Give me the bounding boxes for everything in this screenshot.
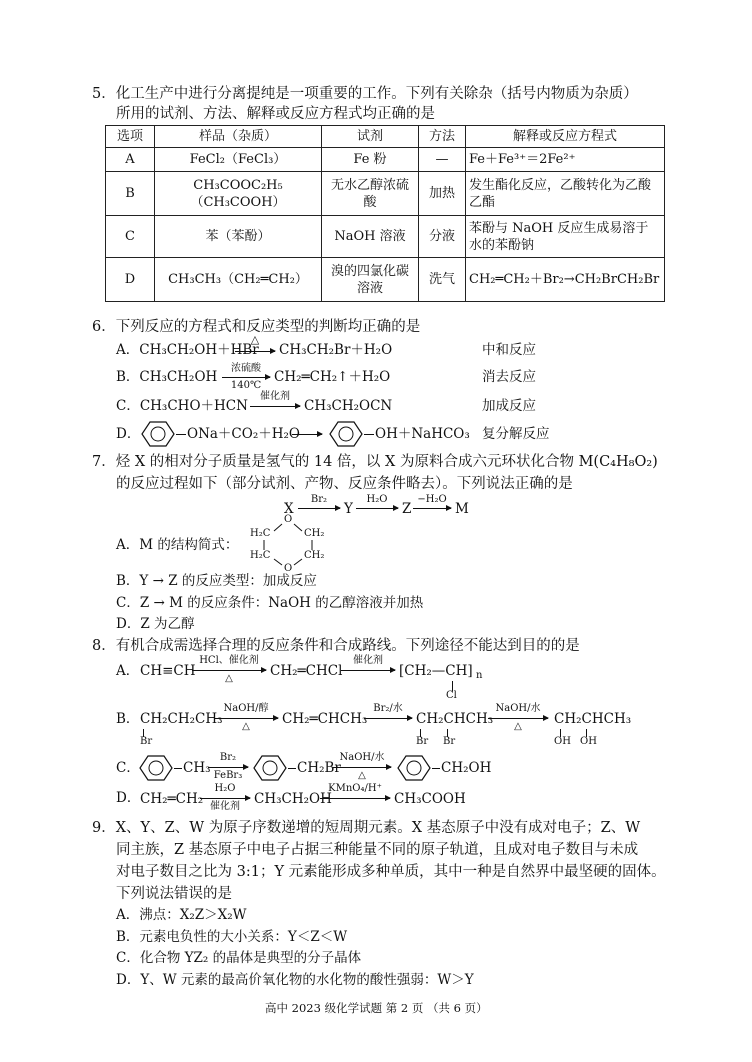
q9-option-a: A．沸点：X₂Z＞X₂W [116,907,247,923]
table-header-row [106,126,665,148]
row-sample: 苯（苯酚） [155,216,322,258]
dioxane-ring-icon [248,514,338,574]
row-option: A [106,148,155,172]
row-reagent: NaOH 溶液 [322,216,419,258]
reaction-arrow [298,508,340,509]
q8-a-s3: [CH₂—CH] [399,663,473,679]
reaction-arrow [200,798,250,799]
q6-c-condition: 催化剂 [260,391,290,402]
bond-line [432,768,440,769]
q8-b-s3: CH₂CHCH₃ [416,711,494,727]
q8-d-cond1-bottom: 催化剂 [210,801,240,812]
q8-b-cond3-bottom: △ [514,721,522,732]
q8-c-r3: CH₂OH [441,760,492,776]
q8-a-s2: CH₂═CHCl [270,663,343,679]
bond-line [174,768,182,769]
table-row [106,258,665,302]
q5-stem-line1: 5．化工生产中进行分离提纯是一项重要的工作。下列有关除杂（括号内物质为杂质） [92,86,638,102]
row-option: D [106,258,155,302]
scheme-y: Y [344,501,353,517]
ring-h2c-top: H₂C [250,528,271,539]
q9-stem-line4: 下列说法错误的是 [116,886,232,902]
q8-a-cond1-bottom: △ [225,673,233,684]
row-reagent: 无水乙醇浓硫酸 [322,172,419,216]
q6-option-d-right: OH＋NaHCO₃ [375,426,470,442]
q6-option-b-type: 消去反应 [482,369,536,385]
benzene-ring-icon [138,421,178,447]
q9-stem-line2: 同主族，Z 基态原子中电子占据三种能量不同的原子轨道，且成对电子数目与未成 [116,842,639,858]
q6-option-d-label: D． [116,426,141,442]
row-method: 加热 [419,172,466,216]
benzene-ring-icon [250,755,290,781]
row-explain: 发生酯化反应，乙酸转化为乙酸乙酯 [466,172,665,216]
reaction-arrow [192,670,266,671]
q8-a-cond1-top: HCl、催化剂 [199,655,259,666]
reaction-arrow [488,718,548,719]
q8-c-cond1-top: Br₂ [219,752,237,763]
q8-d-s3: CH₃COOH [394,791,466,807]
reaction-arrow [235,351,275,352]
q8-c-r1: CH₃ [183,760,211,776]
q8-b-s2: CH₂═CHCH₃ [282,711,368,727]
q9-option-b: B．元素电负性的大小关系：Y＜Z＜W [116,929,348,945]
q8-a-s1: CH≡CH [140,663,196,679]
q8-c-r2: CH₂Br [297,760,341,776]
table-row [106,148,665,172]
ring-oxygen-top: O [284,514,293,525]
q6-option-c-left: C．CH₃CHO＋HCN [116,398,248,414]
q8-a-label: A． [116,663,140,679]
reaction-arrow [208,767,248,768]
q8-b-br1: Br [140,736,153,747]
q7-option-a: A．M 的结构简式： [116,537,239,553]
q6-option-b-left: B．CH₃CH₂OH [116,369,218,385]
header-explain: 解释或反应方程式 [466,126,665,148]
row-reagent: Fe 粉 [322,148,419,172]
scheme-x: X [284,501,294,517]
q8-a-cond2-top: 催化剂 [353,655,383,666]
q6-option-c-right: CH₃CH₂OCN [304,398,393,414]
reaction-arrow [222,377,270,378]
q9-option-c: C．化合物 YZ₂ 的晶体是典型的分子晶体 [116,950,362,966]
header-option: 选项 [106,126,155,148]
q6-option-c-type: 加成反应 [482,398,536,414]
bond-line [364,434,374,435]
ring-oxygen-bottom: O [284,563,293,574]
row-explain: Fe＋Fe³⁺＝2Fe²⁺ [466,148,665,172]
reaction-arrow [364,718,412,719]
q9-stem-line3: 对电子数目之比为 3:1；Y 元素能形成多种单质，其中一种是自然界中最坚硬的固体。 [116,864,666,880]
q8-b-cond1-bottom: △ [242,721,250,732]
q8-b-br3: Br [443,736,456,747]
page-footer: 高中 2023 级化学试题 第 2 页 （共 6 页） [265,1001,488,1015]
q8-c-label: C． [116,760,140,776]
table-row [106,172,665,216]
row-method: 分液 [419,216,466,258]
q8-b-cond1-top: NaOH/醇 [223,703,269,714]
q8-stem: 8．有机合成需选择合理的反应条件和合成路线。下列途径不能达到目的的是 [92,638,580,654]
table-row [106,216,665,258]
q8-d-s2: CH₃CH₂OH [254,791,332,807]
q7-option-d: D．Z 为乙醇 [116,616,195,632]
row-explain: 苯酚与 NaOH 反应生成易溶于水的苯酚钠 [466,216,665,258]
q6-option-a-type: 中和反应 [482,342,536,358]
scheme-cond-1: Br₂ [310,494,328,505]
q8-c-cond1-bottom: FeBr₃ [213,770,243,781]
reaction-arrow [250,406,300,407]
reaction-arrow [356,508,398,509]
header-method: 方法 [419,126,466,148]
q8-b-label: B． [116,711,140,727]
scheme-m: M [455,501,469,517]
header-sample: 样品（杂质） [155,126,322,148]
ring-ch2-top: CH₂ [304,528,325,539]
ring-h2c-bottom: H₂C [250,550,271,561]
bond-line [288,768,296,769]
ring-ch2-bottom: CH₂ [304,550,325,561]
q6-b-condition-top: 浓硫酸 [231,363,261,374]
scheme-z: Z [402,501,412,517]
row-sample: CH₃CH₃（CH₂═CH₂） [155,258,322,302]
reaction-arrow [320,798,390,799]
q8-b-br2: Br [416,736,429,747]
row-method: 洗气 [419,258,466,302]
row-sample: CH₃COOC₂H₅（CH₃COOH） [155,172,322,216]
q9-stem-line1: 9．X、Y、Z、W 为原子序数递增的短周期元素。X 基态原子中没有成对电子；Z、W [92,820,641,836]
q8-c-cond2-bottom: △ [358,770,366,781]
scheme-cond-3: −H₂O [417,494,447,505]
bond-line [176,434,186,435]
q8-b-s4: CH₂CHCH₃ [554,711,632,727]
row-option: B [106,172,155,216]
q8-a-cl: Cl [446,690,457,701]
q6-b-condition-bottom: 140℃ [230,380,262,391]
benzene-ring-icon [394,755,434,781]
benzene-ring-icon [136,755,176,781]
q8-b-cond2-top: Br₂/水 [373,703,403,714]
q9-option-d: D．Y、W 元素的最高价氧化物的水化物的酸性强弱：W＞Y [116,972,474,988]
reaction-arrow [292,434,322,435]
row-option: C [106,216,155,258]
row-explain: CH₂═CH₂＋Br₂→CH₂BrCH₂Br [466,258,665,302]
q8-b-oh1: OH [554,736,571,747]
q7-stem-line2: 的反应过程如下（部分试剂、产物、反应条件略去）。下列说法正确的是 [116,476,573,492]
q6-option-d-type: 复分解反应 [482,426,550,442]
q8-b-cond3-top: NaOH/水 [495,703,541,714]
reaction-arrow [214,718,278,719]
row-reagent: 溴的四氯化碳溶液 [322,258,419,302]
reaction-arrow [341,670,395,671]
header-reagent: 试剂 [322,126,419,148]
row-method: — [419,148,466,172]
q8-b-oh2: OH [580,736,597,747]
benzene-ring-icon [326,421,366,447]
q8-d-cond1-top: H₂O [214,783,236,794]
q8-d-s1: CH₂═CH₂ [140,791,204,807]
q6-option-d-mid: ONa＋CO₂＋H₂O [187,426,300,442]
reaction-arrow [413,508,451,509]
q8-c-cond2-top: NaOH/水 [339,752,385,763]
q8-d-cond2-top: KMnO₄/H⁺ [328,783,382,794]
q8-b-s1: CH₂CH₂CH₃ [140,711,223,727]
q6-option-b-right: CH₂═CH₂↑＋H₂O [274,369,391,385]
q7-option-b: B．Y → Z 的反应类型：加成反应 [116,573,317,589]
q8-a-n: n [476,670,483,681]
q8-d-label: D． [116,790,141,806]
q7-stem-line1: 7．烃 X 的相对分子质量是氢气的 14 倍，以 X 为原料合成六元环状化合物 M(C₄H₈O₂) [92,454,658,470]
q6-stem: 6．下列反应的方程式和反应类型的判断均正确的是 [92,319,421,335]
q6-a-condition: △ [250,333,260,346]
q5-stem-line2: 所用的试剂、方法、解释或反应方程式均正确的是 [116,106,435,122]
q7-option-c: C．Z → M 的反应条件：NaOH 的乙醇溶液并加热 [116,595,424,611]
reaction-arrow [333,767,391,768]
q5-table [105,125,665,302]
row-sample: FeCl₂（FeCl₃） [155,148,322,172]
q6-option-a-right: CH₃CH₂Br＋H₂O [279,342,393,358]
q6-option-a-left: A．CH₃CH₂OH＋HBr [116,342,259,358]
scheme-cond-2: H₂O [366,494,388,505]
